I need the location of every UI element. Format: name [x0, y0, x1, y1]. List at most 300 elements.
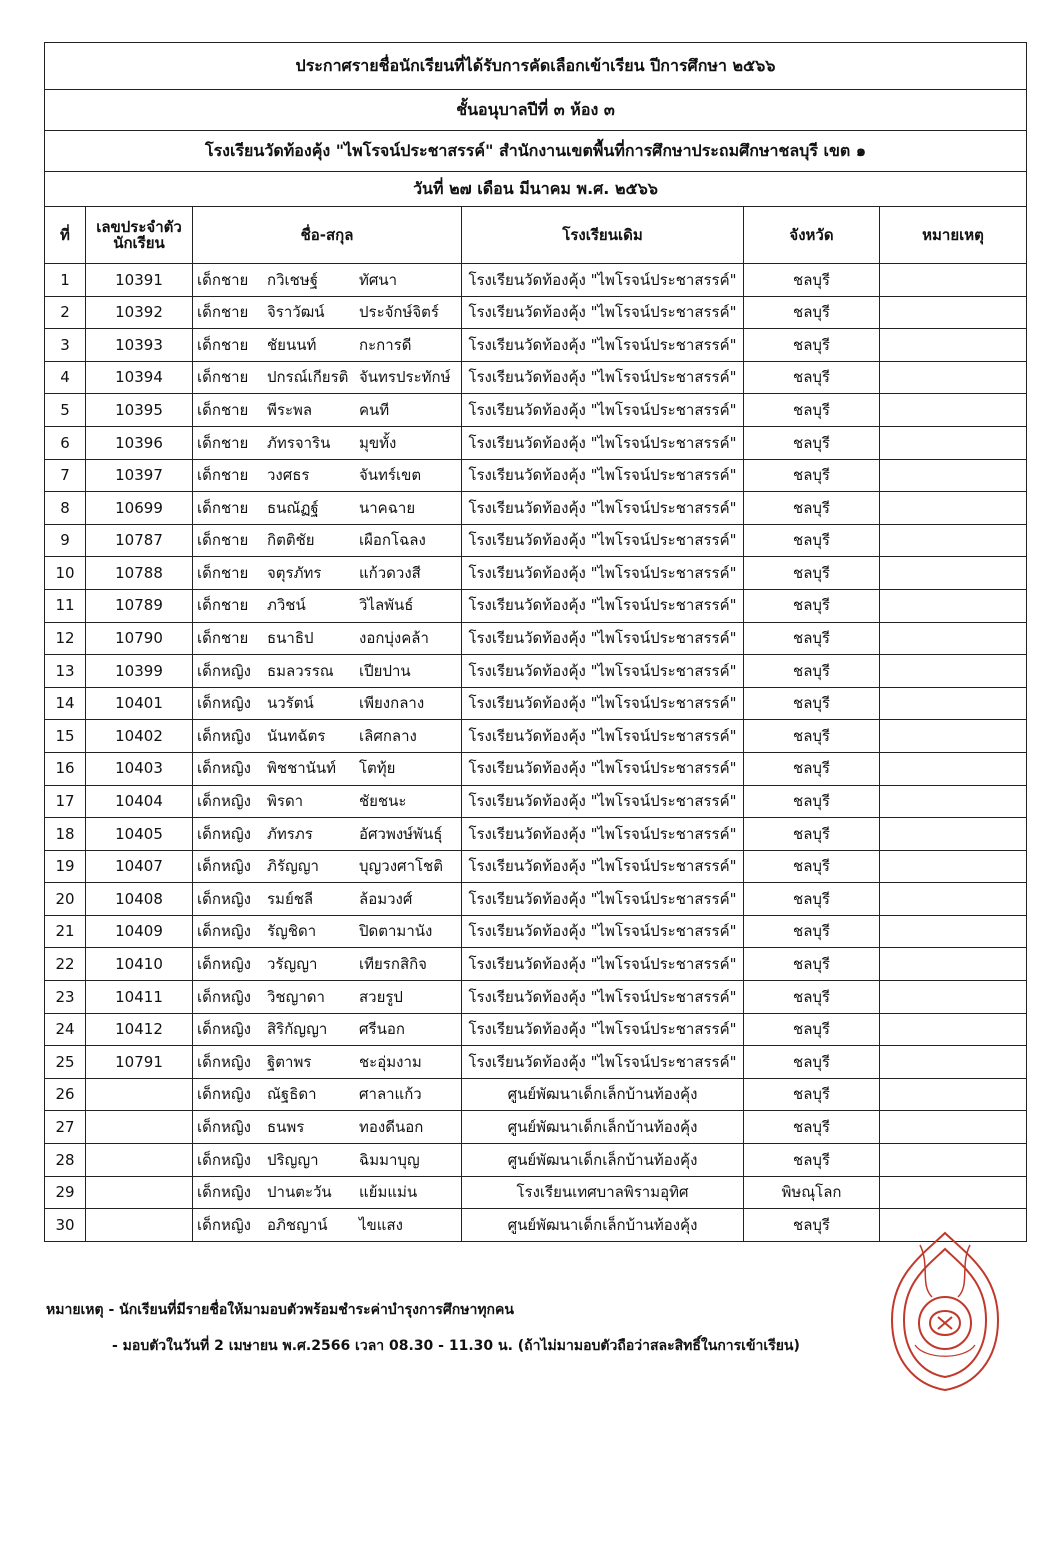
first-name: ธนพร [267, 1117, 305, 1136]
previous-school: ศูนย์พัฒนาเด็กเล็กบ้านท้องคุ้ง [462, 1111, 744, 1144]
previous-school: โรงเรียนวัดท้องคุ้ง "ไพโรจน์ประชาสรรค์" [462, 426, 744, 459]
name-title: เด็กหญิง [197, 1183, 251, 1202]
table-row [45, 426, 1027, 459]
table-row [45, 459, 1027, 492]
name-title: เด็กชาย [197, 270, 249, 289]
row-number: 3 [45, 329, 86, 362]
table-row [45, 622, 1027, 655]
last-name: ศรีนอก [359, 1020, 405, 1039]
remark [880, 1144, 1027, 1177]
table-row [45, 264, 1027, 297]
student-id: 10392 [86, 296, 193, 329]
table-row [45, 557, 1027, 590]
remark [880, 1046, 1027, 1079]
previous-school: โรงเรียนวัดท้องคุ้ง "ไพโรจน์ประชาสรรค์" [462, 329, 744, 362]
province: ชลบุรี [744, 752, 880, 785]
last-name: ชัยชนะ [359, 792, 407, 811]
name-title: เด็กหญิง [197, 1020, 251, 1039]
name-title: เด็กชาย [197, 466, 249, 485]
row-number: 24 [45, 1013, 86, 1046]
name-title: เด็กชาย [197, 531, 249, 550]
previous-school: ศูนย์พัฒนาเด็กเล็กบ้านท้องคุ้ง [462, 1209, 744, 1242]
table-row [45, 687, 1027, 720]
student-name [193, 622, 462, 655]
remark [880, 818, 1027, 851]
last-name: กะการดี [359, 335, 412, 354]
province: ชลบุรี [744, 785, 880, 818]
name-title: เด็กหญิง [197, 1215, 251, 1234]
previous-school: โรงเรียนวัดท้องคุ้ง "ไพโรจน์ประชาสรรค์" [462, 850, 744, 883]
last-name: โตทุ้ย [359, 759, 396, 778]
province: ชลบุรี [744, 426, 880, 459]
row-number: 18 [45, 818, 86, 851]
province: ชลบุรี [744, 622, 880, 655]
student-id: 10412 [86, 1013, 193, 1046]
last-name: จันทร์เขต [359, 466, 422, 485]
previous-school: โรงเรียนวัดท้องคุ้ง "ไพโรจน์ประชาสรรค์" [462, 1046, 744, 1079]
student-name [193, 459, 462, 492]
student-id: 10699 [86, 492, 193, 525]
province: ชลบุรี [744, 1046, 880, 1079]
first-name: นวรัตน์ [267, 694, 314, 713]
province: ชลบุรี [744, 981, 880, 1014]
table-row [45, 524, 1027, 557]
table-row [45, 394, 1027, 427]
row-number: 30 [45, 1209, 86, 1242]
remark [880, 785, 1027, 818]
student-name [193, 296, 462, 329]
remark [880, 720, 1027, 753]
student-id: 10407 [86, 850, 193, 883]
student-id: 10393 [86, 329, 193, 362]
province: ชลบุรี [744, 1144, 880, 1177]
province: ชลบุรี [744, 818, 880, 851]
last-name: อัศวพงษ์พันธุ์ [359, 824, 443, 843]
first-name: รมย์ชลี [267, 889, 314, 908]
row-number: 17 [45, 785, 86, 818]
note-line-1: หมายเหตุ - นักเรียนที่มีรายชื่อให้มามอบตัวพร้อมชำระค่าบำรุงการศึกษาทุกคน [46, 1302, 514, 1318]
student-name [193, 1046, 462, 1079]
previous-school: โรงเรียนวัดท้องคุ้ง "ไพโรจน์ประชาสรรค์" [462, 1013, 744, 1046]
previous-school: โรงเรียนวัดท้องคุ้ง "ไพโรจน์ประชาสรรค์" [462, 622, 744, 655]
col-header-student-id: เลขประจำตัว นักเรียน [86, 207, 193, 264]
note-line-2: - มอบตัวในวันที่ 2 เมษายน พ.ศ.2566 เวลา 08.30 - 11.30 น. (ถ้าไม่มามอบตัวถือว่าสละสิทธิ์ในการเข้าเรียน) [112, 1338, 800, 1354]
previous-school: โรงเรียนวัดท้องคุ้ง "ไพโรจน์ประชาสรรค์" [462, 524, 744, 557]
row-number: 1 [45, 264, 86, 297]
first-name: ชัยนนท์ [267, 335, 317, 354]
province: ชลบุรี [744, 1111, 880, 1144]
remark [880, 589, 1027, 622]
remark [880, 361, 1027, 394]
school-title: โรงเรียนวัดท้องคุ้ง "ไพโรจน์ประชาสรรค์" สำนักงานเขตพื้นที่การศึกษาประถมศึกษาชลบุรี เขต ๑ [45, 131, 1027, 172]
previous-school: โรงเรียนวัดท้องคุ้ง "ไพโรจน์ประชาสรรค์" [462, 981, 744, 1014]
class-title: ชั้นอนุบาลปีที่ ๓ ห้อง ๓ [45, 90, 1027, 131]
last-name: ปิดตามานัง [359, 922, 433, 941]
last-name: งอกบุ่งคล้า [359, 629, 429, 648]
name-title: เด็กชาย [197, 629, 249, 648]
name-title: เด็กหญิง [197, 922, 251, 941]
first-name: พิชชานันท์ [267, 759, 337, 778]
first-name: ณัฐธิดา [267, 1085, 317, 1104]
name-title: เด็กหญิง [197, 889, 251, 908]
remark [880, 981, 1027, 1014]
col-header-province: จังหวัด [744, 207, 880, 264]
province: ชลบุรี [744, 655, 880, 688]
name-title: เด็กหญิง [197, 1117, 251, 1136]
first-name: รัญชิดา [267, 922, 317, 941]
last-name: ศาลาแก้ว [359, 1085, 422, 1104]
remark [880, 752, 1027, 785]
announcement-date: วันที่ ๒๗ เดือน มีนาคม พ.ศ. ๒๕๖๖ [45, 172, 1027, 207]
province: ชลบุรี [744, 264, 880, 297]
row-number: 22 [45, 948, 86, 981]
previous-school: โรงเรียนวัดท้องคุ้ง "ไพโรจน์ประชาสรรค์" [462, 394, 744, 427]
previous-school: โรงเรียนวัดท้องคุ้ง "ไพโรจน์ประชาสรรค์" [462, 818, 744, 851]
province: ชลบุรี [744, 557, 880, 590]
student-id: 10405 [86, 818, 193, 851]
last-name: แย้มแม่น [359, 1183, 418, 1202]
student-name [193, 720, 462, 753]
previous-school: โรงเรียนวัดท้องคุ้ง "ไพโรจน์ประชาสรรค์" [462, 948, 744, 981]
name-title: เด็กหญิง [197, 726, 251, 745]
last-name: วิไลพันธ์ [359, 596, 414, 615]
name-title: เด็กชาย [197, 400, 249, 419]
school-seal-icon [880, 1225, 1010, 1400]
previous-school: โรงเรียนวัดท้องคุ้ง "ไพโรจน์ประชาสรรค์" [462, 264, 744, 297]
last-name: เทียรกสิกิจ [359, 955, 427, 974]
table-row [45, 329, 1027, 362]
table-row [45, 655, 1027, 688]
student-name [193, 1176, 462, 1209]
student-name [193, 1144, 462, 1177]
remark [880, 329, 1027, 362]
remark [880, 459, 1027, 492]
previous-school: โรงเรียนวัดท้องคุ้ง "ไพโรจน์ประชาสรรค์" [462, 589, 744, 622]
row-number: 12 [45, 622, 86, 655]
student-id: 10402 [86, 720, 193, 753]
remark [880, 1111, 1027, 1144]
last-name: จันทรประทักษ์ [359, 368, 451, 387]
student-id: 10787 [86, 524, 193, 557]
row-number: 7 [45, 459, 86, 492]
last-name: มุขทั้ง [359, 433, 397, 452]
remark [880, 883, 1027, 916]
table-row [45, 1111, 1027, 1144]
name-title: เด็กชาย [197, 335, 249, 354]
last-name: เปียปาน [359, 661, 411, 680]
student-id [86, 1176, 193, 1209]
first-name: วงศธร [267, 466, 310, 485]
last-name: ฉิมมาบุญ [359, 1150, 420, 1169]
province: ชลบุรี [744, 1078, 880, 1111]
name-title: เด็กหญิง [197, 987, 251, 1006]
remark [880, 557, 1027, 590]
province: ชลบุรี [744, 915, 880, 948]
announcement-sheet [44, 42, 1026, 1242]
first-name: วิชญาดา [267, 987, 325, 1006]
province: ชลบุรี [744, 492, 880, 525]
table-row [45, 361, 1027, 394]
previous-school: โรงเรียนวัดท้องคุ้ง "ไพโรจน์ประชาสรรค์" [462, 492, 744, 525]
student-name [193, 1111, 462, 1144]
student-name [193, 492, 462, 525]
last-name: ชะอุ่มงาม [359, 1052, 422, 1071]
row-number: 10 [45, 557, 86, 590]
previous-school: โรงเรียนวัดท้องคุ้ง "ไพโรจน์ประชาสรรค์" [462, 459, 744, 492]
province: ชลบุรี [744, 329, 880, 362]
announcement-title: ประกาศรายชื่อนักเรียนที่ได้รับการคัดเลือกเข้าเรียน ปีการศึกษา ๒๕๖๖ [45, 43, 1027, 90]
name-title: เด็กชาย [197, 303, 249, 322]
col-header-remark: หมายเหตุ [880, 207, 1027, 264]
previous-school: โรงเรียนวัดท้องคุ้ง "ไพโรจน์ประชาสรรค์" [462, 752, 744, 785]
name-title: เด็กหญิง [197, 955, 251, 974]
remark [880, 1078, 1027, 1111]
province: ชลบุรี [744, 296, 880, 329]
province: ชลบุรี [744, 459, 880, 492]
remark [880, 655, 1027, 688]
remark [880, 850, 1027, 883]
remark [880, 1013, 1027, 1046]
first-name: กวิเชษฐ์ [267, 270, 318, 289]
last-name: แก้วดวงสี [359, 563, 421, 582]
previous-school: ศูนย์พัฒนาเด็กเล็กบ้านท้องคุ้ง [462, 1144, 744, 1177]
province: ชลบุรี [744, 394, 880, 427]
name-title: เด็กชาย [197, 498, 249, 517]
name-title: เด็กหญิง [197, 661, 251, 680]
student-id: 10410 [86, 948, 193, 981]
student-id: 10399 [86, 655, 193, 688]
province: ชลบุรี [744, 1209, 880, 1242]
previous-school: โรงเรียนวัดท้องคุ้ง "ไพโรจน์ประชาสรรค์" [462, 296, 744, 329]
student-id [86, 1209, 193, 1242]
province: ชลบุรี [744, 850, 880, 883]
remark [880, 296, 1027, 329]
name-title: เด็กหญิง [197, 857, 251, 876]
student-name [193, 883, 462, 916]
student-list-table [44, 42, 1027, 1242]
previous-school: โรงเรียนวัดท้องคุ้ง "ไพโรจน์ประชาสรรค์" [462, 915, 744, 948]
last-name: บุญวงศาโชติ [359, 857, 443, 876]
row-number: 25 [45, 1046, 86, 1079]
student-name [193, 394, 462, 427]
province: พิษณุโลก [744, 1176, 880, 1209]
province: ชลบุรี [744, 1013, 880, 1046]
province: ชลบุรี [744, 524, 880, 557]
previous-school: โรงเรียนเทศบาลพิรามอุทิศ [462, 1176, 744, 1209]
province: ชลบุรี [744, 361, 880, 394]
student-name [193, 850, 462, 883]
remark [880, 1176, 1027, 1209]
first-name: ธนาธิป [267, 629, 314, 648]
student-name [193, 589, 462, 622]
row-number: 21 [45, 915, 86, 948]
name-title: เด็กหญิง [197, 759, 251, 778]
student-name [193, 981, 462, 1014]
first-name: ภัทรจาริน [267, 433, 331, 452]
last-name: ทัศนา [359, 270, 398, 289]
row-number: 16 [45, 752, 86, 785]
first-name: ธนณัฏฐ์ [267, 498, 319, 517]
row-number: 6 [45, 426, 86, 459]
student-id: 10790 [86, 622, 193, 655]
table-row [45, 1078, 1027, 1111]
student-id [86, 1144, 193, 1177]
previous-school: โรงเรียนวัดท้องคุ้ง "ไพโรจน์ประชาสรรค์" [462, 655, 744, 688]
previous-school: โรงเรียนวัดท้องคุ้ง "ไพโรจน์ประชาสรรค์" [462, 720, 744, 753]
name-title: เด็กชาย [197, 596, 249, 615]
remark [880, 492, 1027, 525]
name-title: เด็กชาย [197, 563, 249, 582]
province: ชลบุรี [744, 589, 880, 622]
student-id: 10411 [86, 981, 193, 1014]
province: ชลบุรี [744, 720, 880, 753]
remark [880, 948, 1027, 981]
student-name [193, 687, 462, 720]
row-number: 19 [45, 850, 86, 883]
first-name: พิรดา [267, 792, 304, 811]
student-id: 10396 [86, 426, 193, 459]
row-number: 9 [45, 524, 86, 557]
remark [880, 394, 1027, 427]
table-row [45, 1046, 1027, 1079]
student-name [193, 915, 462, 948]
first-name: จิราวัฒน์ [267, 303, 325, 322]
name-title: เด็กหญิง [197, 792, 251, 811]
table-row [45, 883, 1027, 916]
name-title: เด็กหญิง [197, 1052, 251, 1071]
student-id: 10394 [86, 361, 193, 394]
first-name: วรัญญา [267, 955, 318, 974]
student-id: 10404 [86, 785, 193, 818]
first-name: กิตติชัย [267, 531, 315, 550]
last-name: นาคฉาย [359, 498, 416, 517]
last-name: ล้อมวงศ์ [359, 889, 413, 908]
first-name: ภวิชน์ [267, 596, 306, 615]
student-name [193, 655, 462, 688]
remark [880, 687, 1027, 720]
student-name [193, 752, 462, 785]
row-number: 15 [45, 720, 86, 753]
col-header-previous-school: โรงเรียนเดิม [462, 207, 744, 264]
province: ชลบุรี [744, 687, 880, 720]
row-number: 28 [45, 1144, 86, 1177]
student-name [193, 524, 462, 557]
first-name: นันทฉัตร [267, 726, 326, 745]
last-name: เพียงกลาง [359, 694, 425, 713]
first-name: ภัทรภร [267, 824, 313, 843]
last-name: ประจักษ์จิตร์ [359, 303, 439, 322]
student-name [193, 1013, 462, 1046]
first-name: ธมลวรรณ [267, 661, 334, 680]
student-id [86, 1078, 193, 1111]
province: ชลบุรี [744, 883, 880, 916]
student-id: 10397 [86, 459, 193, 492]
last-name: เลิศกลาง [359, 726, 417, 745]
first-name: สิริกัญญา [267, 1020, 328, 1039]
student-id: 10408 [86, 883, 193, 916]
row-number: 14 [45, 687, 86, 720]
name-title: เด็กหญิง [197, 694, 251, 713]
col-header-name: ชื่อ-สกุล [193, 207, 462, 264]
previous-school: โรงเรียนวัดท้องคุ้ง "ไพโรจน์ประชาสรรค์" [462, 687, 744, 720]
student-name [193, 1209, 462, 1242]
first-name: พีระพล [267, 400, 313, 419]
previous-school: ศูนย์พัฒนาเด็กเล็กบ้านท้องคุ้ง [462, 1078, 744, 1111]
row-number: 5 [45, 394, 86, 427]
name-title: เด็กหญิง [197, 1150, 251, 1169]
table-row [45, 948, 1027, 981]
first-name: ปานตะวัน [267, 1183, 332, 1202]
student-name [193, 948, 462, 981]
first-name: ภิรัญญา [267, 857, 319, 876]
student-id: 10789 [86, 589, 193, 622]
previous-school: โรงเรียนวัดท้องคุ้ง "ไพโรจน์ประชาสรรค์" [462, 883, 744, 916]
remark [880, 622, 1027, 655]
table-row [45, 850, 1027, 883]
table-row [45, 785, 1027, 818]
table-row [45, 1176, 1027, 1209]
student-name [193, 1078, 462, 1111]
last-name: ไขแสง [359, 1215, 403, 1234]
table-row [45, 915, 1027, 948]
previous-school: โรงเรียนวัดท้องคุ้ง "ไพโรจน์ประชาสรรค์" [462, 361, 744, 394]
table-row [45, 1144, 1027, 1177]
first-name: จตุรภัทร [267, 563, 322, 582]
previous-school: โรงเรียนวัดท้องคุ้ง "ไพโรจน์ประชาสรรค์" [462, 557, 744, 590]
remark [880, 426, 1027, 459]
name-title: เด็กชาย [197, 433, 249, 452]
table-row [45, 589, 1027, 622]
student-name [193, 361, 462, 394]
row-number: 11 [45, 589, 86, 622]
student-name [193, 818, 462, 851]
row-number: 13 [45, 655, 86, 688]
student-name [193, 426, 462, 459]
table-row [45, 752, 1027, 785]
last-name: ทองดีนอก [359, 1117, 424, 1136]
student-id [86, 1111, 193, 1144]
student-id: 10391 [86, 264, 193, 297]
remark [880, 264, 1027, 297]
table-row [45, 818, 1027, 851]
remark [880, 915, 1027, 948]
student-id: 10395 [86, 394, 193, 427]
table-row [45, 492, 1027, 525]
student-name [193, 557, 462, 590]
name-title: เด็กหญิง [197, 1085, 251, 1104]
row-number: 4 [45, 361, 86, 394]
student-id: 10403 [86, 752, 193, 785]
last-name: คนที [359, 400, 390, 419]
table-row [45, 981, 1027, 1014]
student-name [193, 329, 462, 362]
row-number: 8 [45, 492, 86, 525]
name-title: เด็กหญิง [197, 824, 251, 843]
remark [880, 524, 1027, 557]
first-name: ปริญญา [267, 1150, 319, 1169]
column-header-row [45, 207, 1027, 264]
province: ชลบุรี [744, 948, 880, 981]
table-row [45, 296, 1027, 329]
row-number: 2 [45, 296, 86, 329]
col-header-no: ที่ [45, 207, 86, 264]
first-name: อภิชญาน์ [267, 1215, 328, 1234]
student-name [193, 264, 462, 297]
first-name: ปกรณ์เกียรติ [267, 368, 349, 387]
student-id: 10791 [86, 1046, 193, 1079]
row-number: 27 [45, 1111, 86, 1144]
student-name [193, 785, 462, 818]
